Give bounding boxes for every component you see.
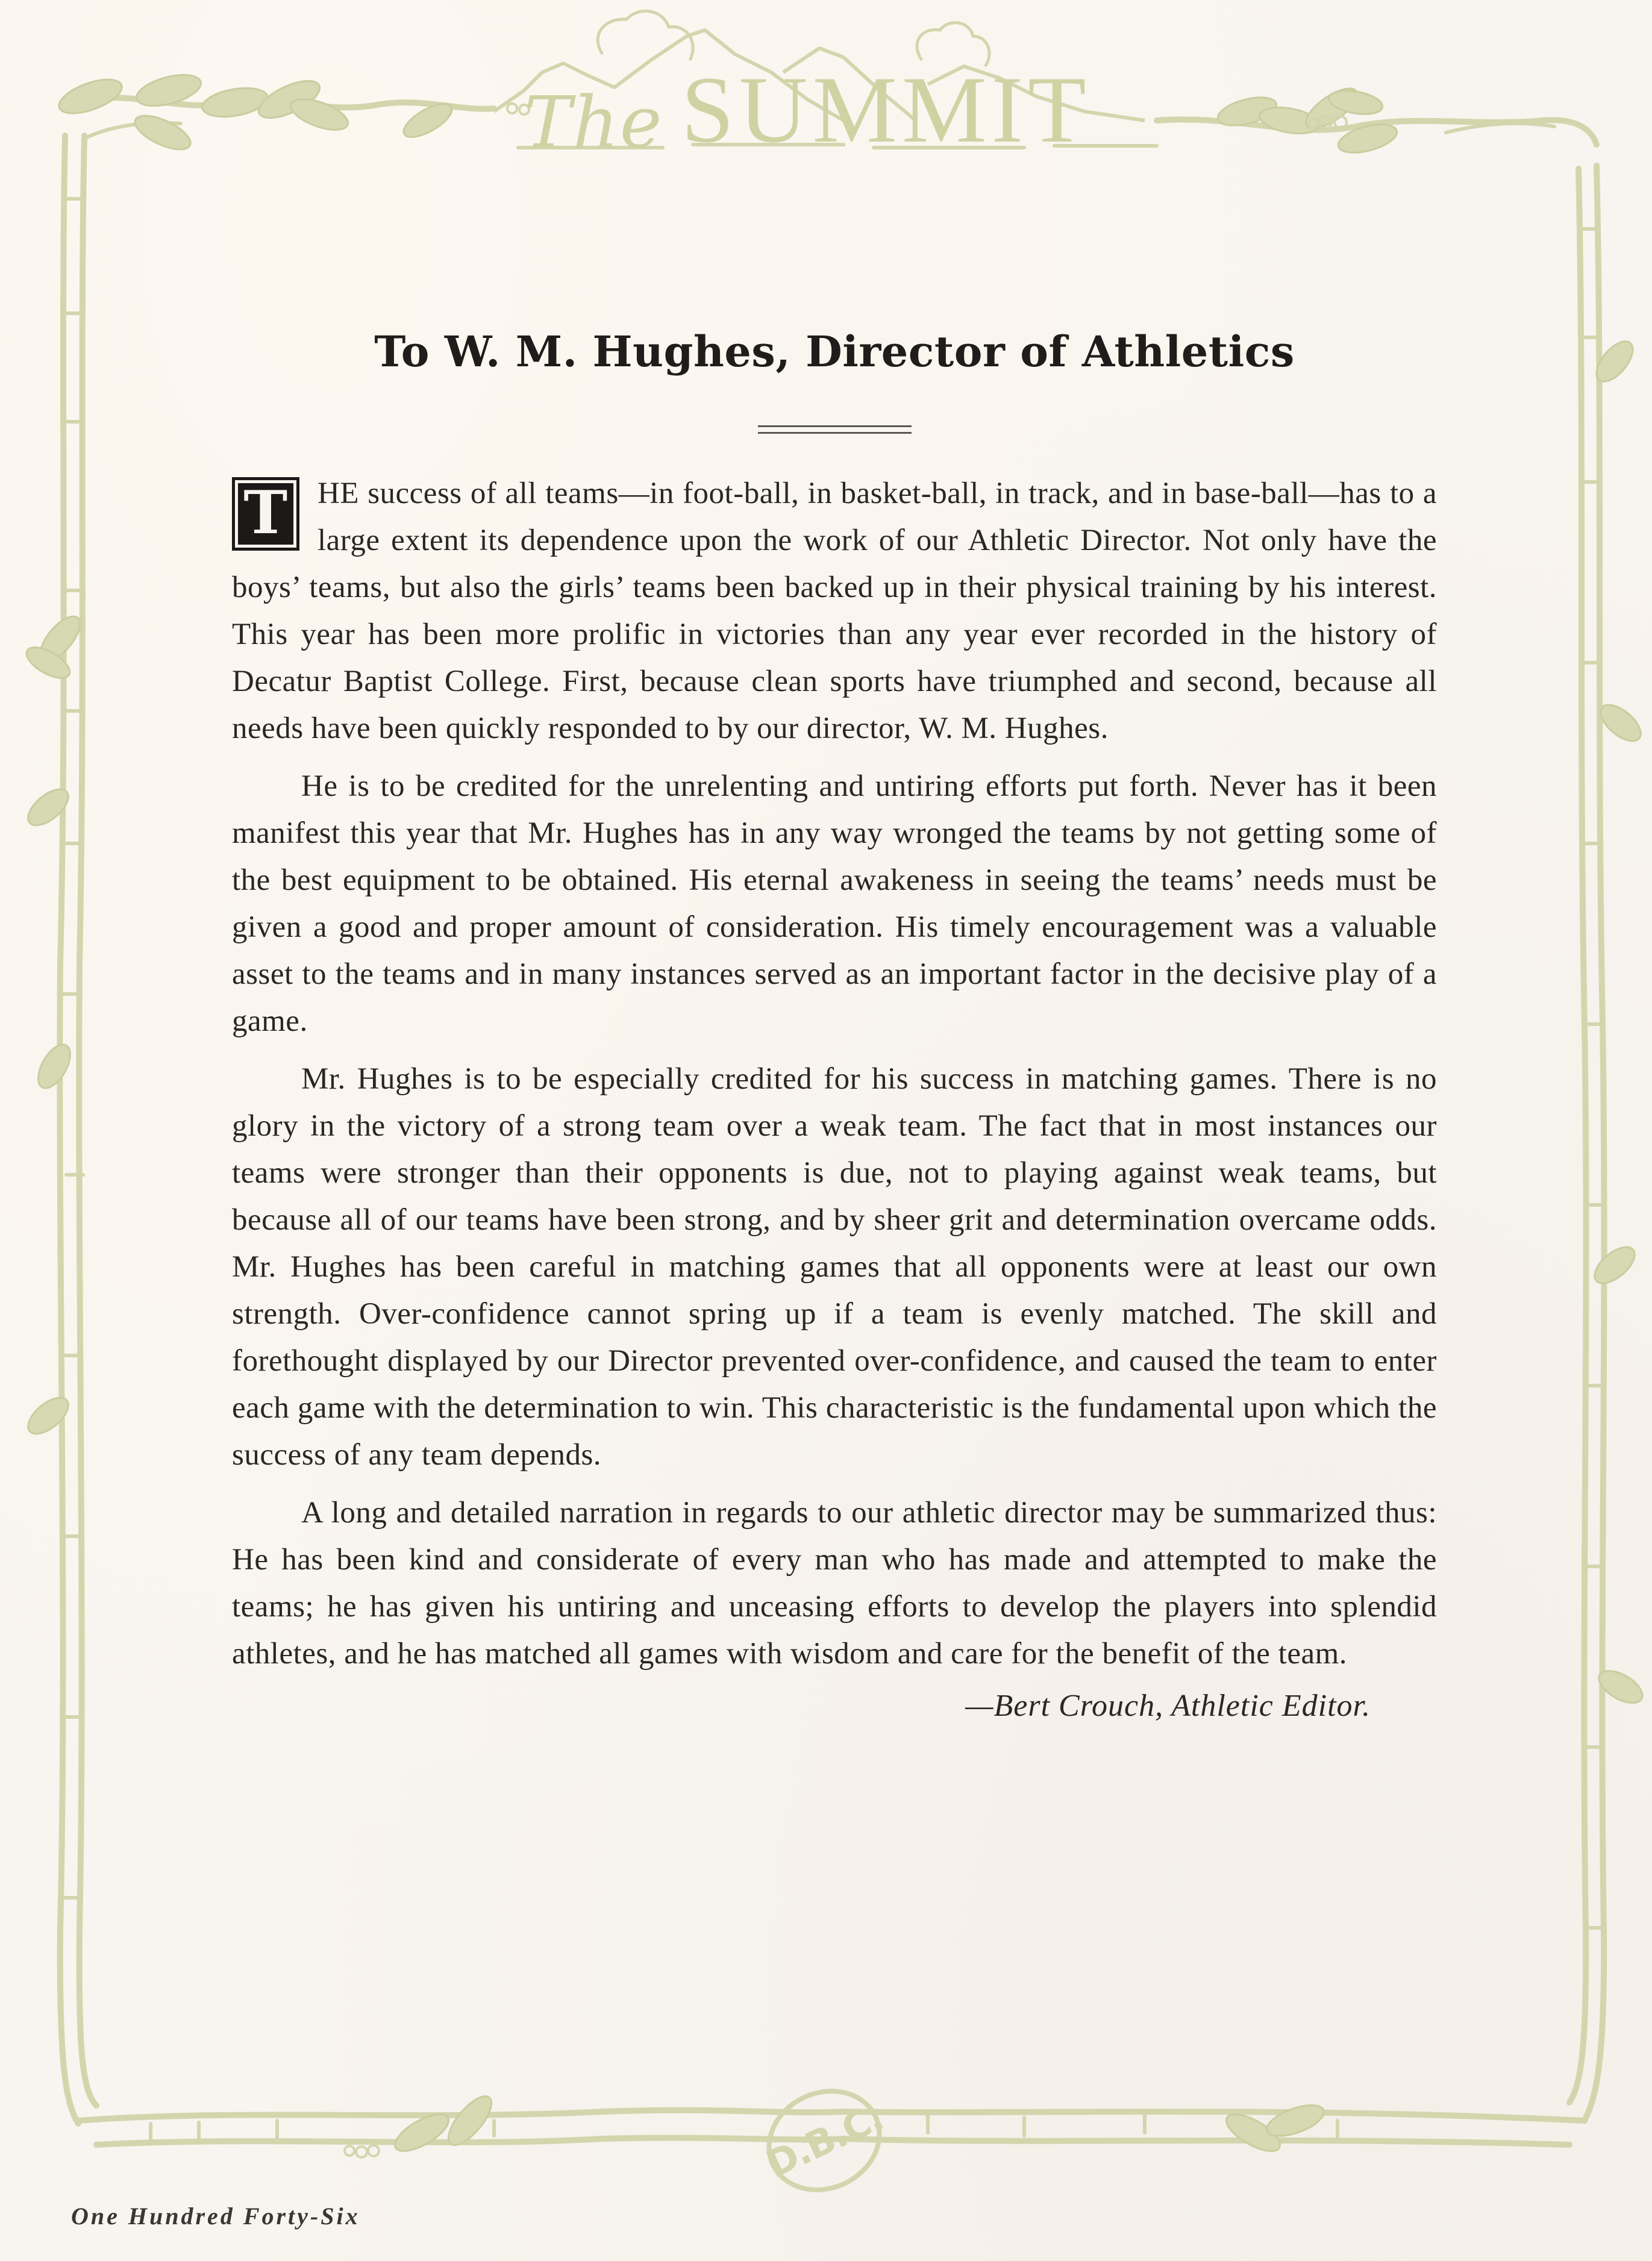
title-double-rule — [758, 425, 912, 434]
left-branch-border — [60, 136, 96, 2124]
dbc-seal-logo: D.B.C. — [749, 2070, 899, 2210]
masthead-title: SUMMIT — [681, 57, 1091, 163]
paragraph-1 — [232, 470, 1437, 752]
paragraph-1-text: HE success of all teams—in foot-ball, in basket-ball, in track, and in base-ball—has to a large extent its dependence upon the work of our Athletic Director. Not only have the boys’ teams, but also the girls’ teams been backed up in their physical training by his interest. This year has been more prolific in victories than any year ever recorded in the history of Decatur Baptist College. First, because clean sports have triumphed and second, because all needs have been quickly responded to by our director, W. M. Hughes. — [232, 476, 1437, 745]
author-signature: —Bert Crouch, Athletic Editor. — [965, 1688, 1371, 1723]
masthead-the: The — [524, 81, 663, 164]
paragraph-4: A long and detailed narration in regards to our athletic director may be summarized thus: He has been kind and considerate of every man who has made and attempted to make the teams; he has given his untiring and unceasing efforts to develop the players into splendid athletes, and he has matched all games with wisdom and care for the benefit of the team. — [232, 1495, 1437, 1671]
yearbook-masthead — [524, 57, 1199, 164]
paragraph-3: Mr. Hughes is to be especially credited for his success in matching games. There is no glory in the victory of a strong team over a weak team. The fact that in most instances our teams were stronger than their opponents is due, not to playing against weak teams, but because all of our teams have been strong, and by sheer grit and determination overcame odds. Mr. Hughes has been careful in matching games that all opponents were at least our own strength. Over-confidence cannot spring up if a team is evenly matched. The skill and forethought displayed by our Director prevented over-confidence, and caused the team to enter each game with the determination to win. This characteristic is the fundamental upon which the success of any team depends. — [232, 1062, 1437, 1472]
article-title: To W. M. Hughes, Director of Athletics — [374, 327, 1295, 377]
right-branch-border — [1569, 166, 1604, 2121]
drop-cap-letter: T — [238, 483, 293, 545]
page-number: One Hundred Forty-Six — [71, 2203, 360, 2230]
drop-cap — [232, 477, 299, 551]
article — [232, 313, 1437, 1724]
paragraph-2: He is to be credited for the unrelenting and untiring efforts put forth. Never has it been manifest this year that Mr. Hughes has in any way wronged the teams by not getting some of the best equipment to be obtained. His eternal awakeness in seeing the teams’ needs must be given a good and proper amount of consideration. His timely encouragement was a valuable asset to the teams and in many instances served as an important factor in the decisive play of a game. — [232, 769, 1437, 1038]
article-body — [232, 470, 1437, 1677]
